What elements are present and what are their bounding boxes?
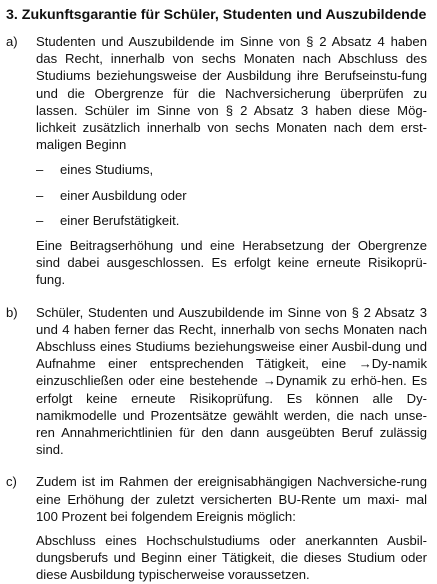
section-heading: 3. Zukunftsgarantie für Schüler, Studenten und Auszubildende [6, 7, 427, 23]
clause-c [6, 473, 427, 583]
clause-body [36, 33, 427, 289]
dash-bullet: – [36, 187, 44, 203]
clause-closing-text: Eine Beitragserhöhung und eine Herabsetzung der Obergrenze sind dabei ausgeschlossen. Es erfolgt keine erneute Risikoprü-fung. [36, 238, 427, 288]
clause-marker: b) [6, 304, 18, 320]
dash-bullet: – [36, 212, 44, 228]
clause-a [6, 33, 427, 289]
dash-bullet: – [36, 162, 44, 178]
list-item: – einer Berufstätigkeit. [36, 212, 180, 228]
list-item: – einer Ausbildung oder [36, 187, 187, 203]
clause-body [36, 304, 427, 459]
clause-closing-text: Abschluss eines Hochschulstudiums oder anerkannten Ausbil-dungsberufs und Beginn einer Tätigkeit, die dieses Studium oder diese Ausbildung typischerweise voraussetzen. [36, 533, 427, 583]
dash-list [36, 161, 427, 229]
clause-body [36, 473, 427, 583]
clause-marker: c) [6, 474, 17, 490]
clause-text: Studenten und Auszubildende im Sinne von § 2 Absatz 4 haben das Recht, innerhalb von sechs Monaten nach Abschluss des Studiums beziehungsweise der Ausbildung ihre Berufseinstu-fung und die Obergrenze für die Nachversicherung überprüfen zu lassen. Schüler im Sinne von § 2 Absatz 3 haben diese Mög-lichkeit zusätzlich innerhalb von sechs Monaten nach dem erst-maligen Beginn [36, 34, 427, 153]
clause-text: Zudem ist im Rahmen der ereignisabhängigen Nachversiche-rung eine Erhöhung der zuletzt versicherten BU-Rente um maxi- mal 100 Prozent bei folgendem Ereignis möglich: [36, 474, 428, 524]
clause-marker: a) [6, 34, 18, 49]
clause-text: Schüler, Studenten und Auszubildende im Sinne von § 2 Absatz 3 und 4 haben ferner das Recht, innerhalb von sechs Monaten nach Abschluss eines Studiums beziehungsweise einer Ausbil-dung und Aufnahme einer entsprechenden Tätigkeit, eine →Dy-namik einzuschließen oder eine bestehende →Dynamik zu erhö-hen. Es erfolgt keine erneute Risikoprüfung. Es können alle Dy-namikmodelle und Prozentsätze gewählt werden, die nach unse-ren Annahmerichtlinien für den dann ausgeübten Beruf zulässig sind. [36, 304, 427, 458]
clause-b [6, 304, 427, 459]
list-item: – eines Studiums, [36, 162, 154, 178]
